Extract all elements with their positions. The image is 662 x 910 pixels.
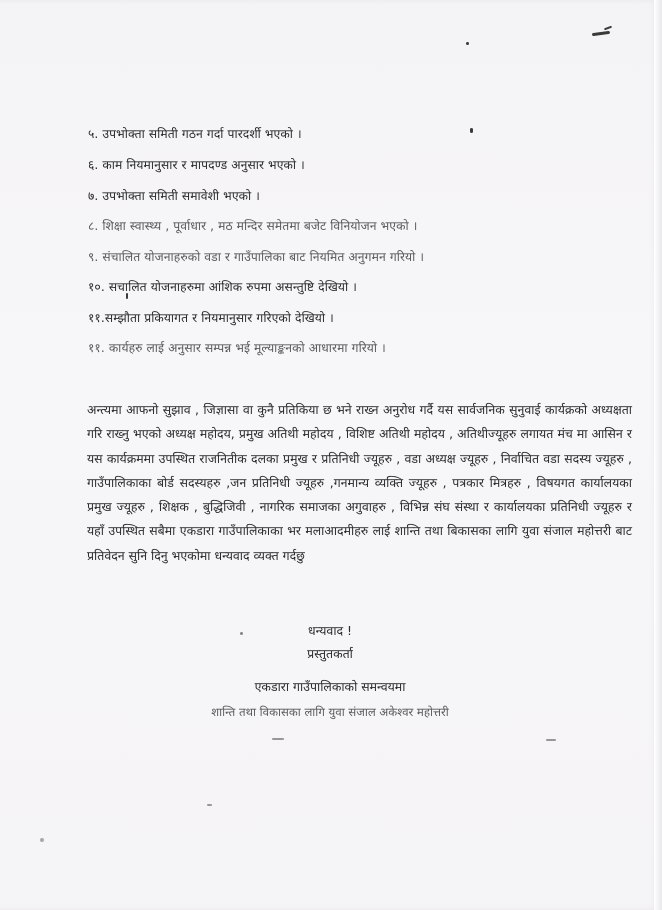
- scan-mark: [592, 31, 610, 36]
- list-item-11a: ११.सम्झौता प्रकियागत र नियमानुसार गरिएको देखियो ।: [88, 311, 334, 325]
- scan-mark: [207, 804, 212, 806]
- scan-mark: [466, 42, 469, 45]
- scan-mark: [470, 128, 473, 133]
- presenter-label: प्रस्तुतकर्ता: [307, 646, 353, 661]
- list-item-7: ७. उपभोक्ता समिती समावेशी भएको ।: [88, 189, 260, 203]
- scan-mark: [40, 838, 44, 842]
- list-item-9: ९. संचालित योजनाहरुको वडा र गाउँपालिका बाट नियमित अनुगमन गरियो ।: [88, 250, 425, 264]
- scan-mark: [272, 738, 284, 740]
- page-edge-shadow: [654, 0, 662, 910]
- closing-paragraph: अन्त्यमा आफनो सुझाव , जिज्ञासा वा कुनै प्रतिकिया छ भने राख्‍न अनुरोध गर्दै यस सार्वजनिक सुनुवाई कार्यक्रको अध्यक्षता गरि राख्नु भएको अध्यक्ष महोदय, प्रमुख अतिथी महोदय , विशिष्ट अतिथी महोदय , अतिथीज्यूहरु लगायत मंच मा आसिन र यस कार्यक्रममा उपस्थित राजनितीक दलका प्रमुख र प्रतिनिधी ज्यूहरु , वडा अध्यक्ष ज्यूहरु , निर्वाचित वडा सदस्य ज्यूहरु , गाउँपालिकाका बोर्ड सदस्यहरु ,जन प्रतिनिधी ज्यूहरु ,गनमान्य व्यक्ति ज्यूहरु , पत्रकार मित्रहरु , विषयगत कार्यालयका प्रमुख ज्यूहरु , शिक्षक , बुद्धिजिवी , नागरिक समाजका अगुवाहरु , विभिन्न संघ संस्था र कार्यालयका प्रतिनिधी ज्यूहरु र यहाँ उपस्थित सबैमा एकडारा गाउँपालिकाका भर मलाआदमीहरु लाई शान्ति तथा बिकासका लागि युवा संजाल महोत्तरी बाट प्रतिवेदन सुनि दिनु भएकोमा धन्यवाद व्यक्त गर्दछु: [87, 402, 632, 563]
- list-item-11b: ११. कार्यहरु लाई अनुसार सम्पन्न भई मूल्याङ्कनको आधारमा गरियो ।: [88, 341, 386, 355]
- list-item-6: ६. काम नियमानुसार र मापदण्ड अनुसार भएको ।: [88, 158, 305, 172]
- coordination-line: एकडारा गाउँपालिकाको समन्वयमा: [254, 679, 406, 694]
- organization-line: शान्ति तथा विकासका लागि युवा संजाल अकेश्वर महोत्तरी: [211, 705, 449, 719]
- thanks-line: धन्यवाद !: [307, 623, 353, 638]
- list-item-5: ५. उपभोक्ता समिती गठन गर्दा पारदर्शी भएको ।: [88, 127, 302, 141]
- list-item-10: १०. सचालित योजनाहरुमा आंशिक रुपमा असन्तुष्टि देखियो ।: [88, 280, 357, 294]
- scan-mark: [604, 26, 612, 31]
- scan-mark: [546, 739, 556, 741]
- list-item-8: ८. शिक्षा स्वास्थ्य , पूर्वाधार , मठ मन्दिर समेतमा बजेट विनियोजन भएको ।: [88, 219, 418, 233]
